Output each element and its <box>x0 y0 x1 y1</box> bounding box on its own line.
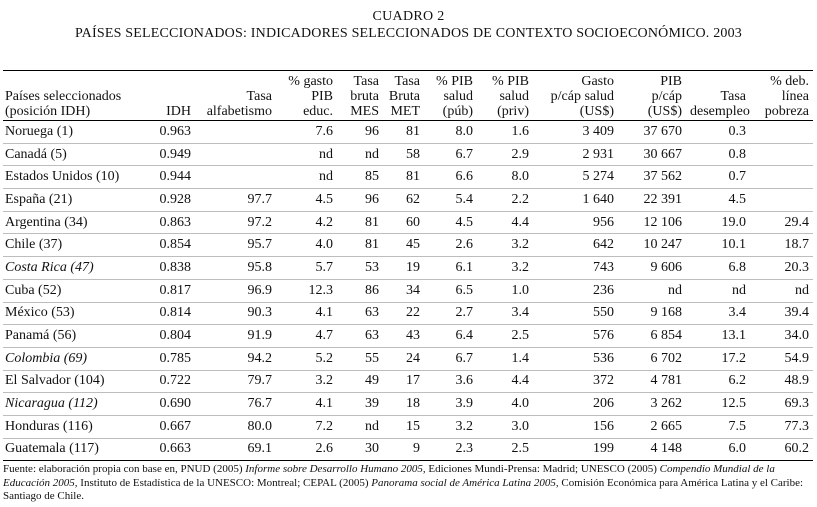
table-cell: 63 <box>365 305 379 321</box>
table-cell: 96 <box>365 191 379 207</box>
table-cell: 30 667 <box>643 146 682 162</box>
table-cell: 49 <box>365 373 379 389</box>
table-cell: 6 702 <box>650 350 682 366</box>
country-cell: Chile (37) <box>5 237 63 253</box>
table-cell: 97.7 <box>247 191 272 207</box>
table-cell: 0.3 <box>728 123 746 139</box>
table-cell: 45 <box>406 237 420 253</box>
table-row <box>3 189 813 212</box>
table-cell: 69.1 <box>247 441 272 457</box>
table-row <box>3 370 813 393</box>
column-header-line: salud <box>443 89 473 104</box>
table-cell: 0.838 <box>159 259 191 275</box>
table-cell: 5.4 <box>455 191 473 207</box>
table-cell: 1 640 <box>582 191 614 207</box>
column-header <box>195 71 276 121</box>
table-cell: 4.1 <box>315 305 333 321</box>
table-cell: 1.0 <box>511 282 529 298</box>
table-cell: 2.9 <box>511 146 529 162</box>
column-header <box>533 71 618 121</box>
table-cell: 8.0 <box>511 169 529 185</box>
table-cell: 10.1 <box>721 237 746 253</box>
table-cell: 0.722 <box>159 373 191 389</box>
column-header-line: p/cáp <box>651 89 682 104</box>
table-cell: 20.3 <box>784 259 809 275</box>
table-cell: 80.0 <box>247 418 272 434</box>
table-body <box>3 121 813 461</box>
table-cell: 95.7 <box>247 237 272 253</box>
column-header <box>337 71 383 121</box>
table-cell: 19.0 <box>721 214 746 230</box>
table-cell <box>195 166 276 189</box>
column-header-line: Tasa <box>394 74 420 89</box>
table-cell <box>750 121 813 144</box>
column-header-line: Gasto <box>581 74 614 89</box>
table-cell: nd <box>668 282 682 298</box>
country-cell: España (21) <box>5 191 73 207</box>
table-cell: 39.4 <box>784 305 809 321</box>
column-header-line: Tasa <box>353 74 379 89</box>
table-cell: 0.7 <box>728 169 746 185</box>
table-cell: 37 670 <box>643 123 682 139</box>
table-cell <box>750 143 813 166</box>
column-header-line: alfabetismo <box>206 104 272 119</box>
table-cell: 2 931 <box>582 146 614 162</box>
header-row <box>3 71 813 121</box>
table-cell: 0.817 <box>159 282 191 298</box>
table-cell: 77.3 <box>784 418 809 434</box>
table-cell: 4 781 <box>650 373 682 389</box>
table-cell: 22 391 <box>643 191 682 207</box>
table-row <box>3 279 813 302</box>
country-cell: Costa Rica (47) <box>5 259 94 275</box>
table-cell: 86 <box>365 282 379 298</box>
table-cell: nd <box>732 282 746 298</box>
table-cell: 34 <box>406 282 420 298</box>
column-header-line: MET <box>390 104 420 119</box>
table-cell: 9 606 <box>650 259 682 275</box>
column-header <box>149 71 195 121</box>
table-cell: 1.4 <box>511 350 529 366</box>
table-cell <box>195 143 276 166</box>
table-cell: 12 106 <box>643 214 682 230</box>
table-cell: 60.2 <box>784 441 809 457</box>
column-header-line: (US$) <box>647 104 682 119</box>
country-cell: Cuba (52) <box>5 282 62 298</box>
table-cell: 85 <box>365 169 379 185</box>
footnote-segment: Panorama social de América Latina 2005, <box>371 476 559 489</box>
table-row <box>3 143 813 166</box>
table-cell: 4.0 <box>315 237 333 253</box>
footnote-segment: Fuente: elaboración propia con base en, PNUD (2005) <box>3 463 246 475</box>
column-header <box>383 71 424 121</box>
table-cell: 90.3 <box>247 305 272 321</box>
table-cell: 18.7 <box>784 237 809 253</box>
table-cell: 236 <box>593 282 614 298</box>
table-cell: 6.5 <box>455 282 473 298</box>
table-cell: 0.944 <box>159 169 191 185</box>
table-cell: 2.7 <box>455 305 473 321</box>
table-cell: 3 409 <box>582 123 614 139</box>
table-cell: 0.863 <box>159 214 191 230</box>
table-cell: 3.2 <box>315 373 333 389</box>
table-cell: 97.2 <box>247 214 272 230</box>
table-cell: 0.928 <box>159 191 191 207</box>
column-header <box>750 71 813 121</box>
table-cell: 4.4 <box>511 214 529 230</box>
table-cell: 3.0 <box>511 418 529 434</box>
table-cell: 1.6 <box>511 123 529 139</box>
table-cell: 956 <box>593 214 614 230</box>
table-cell: nd <box>365 418 379 434</box>
table-cell: 6.7 <box>455 350 473 366</box>
table-cell: 95.8 <box>247 259 272 275</box>
table-row <box>3 347 813 370</box>
table-cell: nd <box>319 169 333 185</box>
table-cell: 4.5 <box>728 191 746 207</box>
table-cell: 4.7 <box>315 328 333 344</box>
column-header-line: educ. <box>303 104 333 119</box>
column-header <box>477 71 533 121</box>
table-cell: 76.7 <box>247 396 272 412</box>
table-cell: 12.3 <box>308 282 333 298</box>
country-cell: México (53) <box>5 305 75 321</box>
country-cell: Panamá (56) <box>5 328 77 344</box>
table-cell: 3.9 <box>455 396 473 412</box>
column-header-line: pobreza <box>764 104 809 119</box>
table-cell: 13.1 <box>721 328 746 344</box>
table-cell: 29.4 <box>784 214 809 230</box>
table-cell: 0.690 <box>159 396 191 412</box>
column-header-line: Tasa <box>720 89 746 104</box>
table-cell: 54.9 <box>784 350 809 366</box>
table-cell: 2.3 <box>455 441 473 457</box>
table-cell: 43 <box>406 328 420 344</box>
footnote-segment: Instituto de Estadística de la UNESCO: Montreal; CEPAL (2005) <box>77 476 372 489</box>
table-cell: 34.0 <box>784 328 809 344</box>
table-subtitle: PAÍSES SELECCIONADOS: INDICADORES SELECCIONADOS DE CONTEXTO SOCIOECONÓMICO. 2003 <box>74 26 743 41</box>
table-cell: 69.3 <box>784 396 809 412</box>
table-cell <box>750 189 813 212</box>
column-header-line: salud <box>499 89 529 104</box>
table-cell: 536 <box>593 350 614 366</box>
column-header-line: PIB <box>311 89 333 104</box>
table-row <box>3 166 813 189</box>
table-cell: 156 <box>593 418 614 434</box>
country-cell: Noruega (1) <box>5 123 74 139</box>
table-cell: 9 168 <box>650 305 682 321</box>
table-cell: 96.9 <box>247 282 272 298</box>
country-cell: Guatemala (117) <box>5 441 99 457</box>
table-cell: 5.7 <box>315 259 333 275</box>
column-header-line: % gasto <box>288 74 333 89</box>
column-header-line: % deb. <box>770 74 809 89</box>
country-cell: El Salvador (104) <box>5 373 105 389</box>
table-cell: 743 <box>593 259 614 275</box>
column-header <box>276 71 337 121</box>
table-cell: 12.5 <box>721 396 746 412</box>
column-header-line: p/cáp salud <box>550 89 614 104</box>
table-row <box>3 325 813 348</box>
table-cell: 53 <box>365 259 379 275</box>
column-header <box>424 71 477 121</box>
table-cell: 0.663 <box>159 441 191 457</box>
table-cell: 642 <box>593 237 614 253</box>
table-cell: 4 148 <box>650 441 682 457</box>
table-cell: 6.8 <box>728 259 746 275</box>
table-cell: 2.6 <box>315 441 333 457</box>
table-cell <box>750 166 813 189</box>
table-cell: 4.1 <box>315 396 333 412</box>
table-cell: 199 <box>593 441 614 457</box>
table-cell: 24 <box>406 350 420 366</box>
table-cell: 0.804 <box>159 328 191 344</box>
column-header-line: desempleo <box>690 104 750 119</box>
table-cell: 6.4 <box>455 328 473 344</box>
table-cell: 18 <box>406 396 420 412</box>
table-cell: 576 <box>593 328 614 344</box>
table-cell: 8.0 <box>455 123 473 139</box>
table-row <box>3 393 813 416</box>
table-cell: 550 <box>593 305 614 321</box>
table-cell: 0.8 <box>728 146 746 162</box>
table-row <box>3 415 813 438</box>
table-row <box>3 302 813 325</box>
table-cell: 0.963 <box>159 123 191 139</box>
column-header-line: Países seleccionados <box>5 89 122 104</box>
column-header-line: (priv) <box>497 104 529 119</box>
table-cell: 10 247 <box>643 237 682 253</box>
table-cell: 0.949 <box>159 146 191 162</box>
table-cell: 58 <box>406 146 420 162</box>
table-cell: 6 854 <box>650 328 682 344</box>
table-cell: 81 <box>365 237 379 253</box>
footnote-segment: Ediciones Mundi-Prensa: Madrid; UNESCO (2005) <box>425 463 660 475</box>
table-cell: 6.0 <box>728 441 746 457</box>
table-cell: 81 <box>406 123 420 139</box>
footnote-segment: Comisión Económica para América Latina y el Caribe: Santiago de Chile. <box>3 476 804 502</box>
table-cell: 0.785 <box>159 350 191 366</box>
table-cell: 3.2 <box>455 418 473 434</box>
table-cell: 30 <box>365 441 379 457</box>
table-cell: 96 <box>365 123 379 139</box>
footnote-segment: Informe sobre Desarrollo Humano 2005, <box>245 463 426 475</box>
table-cell: 4.4 <box>511 373 529 389</box>
table-cell: 4.2 <box>315 214 333 230</box>
country-cell: Colombia (69) <box>5 350 88 366</box>
table-cell: 81 <box>365 214 379 230</box>
country-cell: Honduras (116) <box>5 418 93 434</box>
country-cell: Estados Unidos (10) <box>5 169 120 185</box>
table-row <box>3 257 813 280</box>
column-header-line: MES <box>350 104 379 119</box>
table-cell: 6.7 <box>455 146 473 162</box>
table-title: CUADRO 2 <box>372 9 445 24</box>
table-cell: 94.2 <box>247 350 272 366</box>
table-header <box>3 71 813 121</box>
table-row <box>3 234 813 257</box>
table-cell: 372 <box>593 373 614 389</box>
table-row <box>3 121 813 144</box>
column-header <box>686 71 750 121</box>
column-header-line: bruta <box>350 89 379 104</box>
column-header <box>618 71 686 121</box>
table-cell: 81 <box>406 169 420 185</box>
table-cell: 60 <box>406 214 420 230</box>
table-cell: 63 <box>365 328 379 344</box>
indicators-table <box>3 70 813 461</box>
table-cell: 206 <box>593 396 614 412</box>
table-cell: 3.4 <box>511 305 529 321</box>
column-header-line: Tasa <box>246 89 272 104</box>
table-cell: 17.2 <box>721 350 746 366</box>
table-cell: nd <box>795 282 809 298</box>
table-cell: 0.814 <box>159 305 191 321</box>
column-header-line: % PIB <box>492 74 529 89</box>
table-cell: 4.5 <box>315 191 333 207</box>
table-cell: 62 <box>406 191 420 207</box>
table-cell: 2.5 <box>511 441 529 457</box>
table-cell: 48.9 <box>784 373 809 389</box>
table-cell: 3 262 <box>650 396 682 412</box>
table-cell: 39 <box>365 396 379 412</box>
table-row <box>3 438 813 461</box>
table-cell: 6.6 <box>455 169 473 185</box>
table-cell: 15 <box>406 418 420 434</box>
column-header-line: PIB <box>660 74 682 89</box>
table-cell: 19 <box>406 259 420 275</box>
table-cell: 5.2 <box>315 350 333 366</box>
column-header-line: % PIB <box>436 74 473 89</box>
source-footnote <box>3 463 813 504</box>
table-cell: 17 <box>406 373 420 389</box>
table-cell: 6.2 <box>728 373 746 389</box>
table-cell: 7.5 <box>728 418 746 434</box>
table-cell: 2.5 <box>511 328 529 344</box>
table-cell: 5 274 <box>582 169 614 185</box>
table-cell: 3.6 <box>455 373 473 389</box>
table-cell: 79.7 <box>247 373 272 389</box>
table-cell: 9 <box>413 441 420 457</box>
table-cell: 2 665 <box>650 418 682 434</box>
column-header-line: IDH <box>166 104 191 119</box>
table-cell: 3.2 <box>511 259 529 275</box>
table-cell: 6.1 <box>455 259 473 275</box>
column-header-line: (posición IDH) <box>5 104 91 119</box>
table-cell: 37 562 <box>643 169 682 185</box>
country-cell: Nicaragua (112) <box>5 396 98 412</box>
table-cell: 0.667 <box>159 418 191 434</box>
country-cell: Canadá (5) <box>5 146 67 162</box>
column-header <box>3 71 149 121</box>
column-header-line: (US$) <box>579 104 614 119</box>
table-cell: nd <box>319 146 333 162</box>
table-cell: 55 <box>365 350 379 366</box>
table-cell: 0.854 <box>159 237 191 253</box>
table-cell: 4.0 <box>511 396 529 412</box>
column-header-line: (púb) <box>442 104 473 119</box>
table-cell: 4.5 <box>455 214 473 230</box>
table-cell: 91.9 <box>247 328 272 344</box>
table-cell: 3.2 <box>511 237 529 253</box>
table-cell <box>195 121 276 144</box>
footnote-segment: Compendio Mundial de la Educación 2005, <box>3 463 775 489</box>
country-cell: Argentina (34) <box>5 214 88 230</box>
table-cell: 2.2 <box>511 191 529 207</box>
column-header-line: línea <box>781 89 809 104</box>
table-cell: nd <box>365 146 379 162</box>
column-header-line: Bruta <box>388 89 420 104</box>
table-cell: 7.2 <box>315 418 333 434</box>
table-cell: 3.4 <box>728 305 746 321</box>
table-cell: 7.6 <box>315 123 333 139</box>
table-cell: 22 <box>406 305 420 321</box>
table-row <box>3 211 813 234</box>
table-cell: 2.6 <box>455 237 473 253</box>
